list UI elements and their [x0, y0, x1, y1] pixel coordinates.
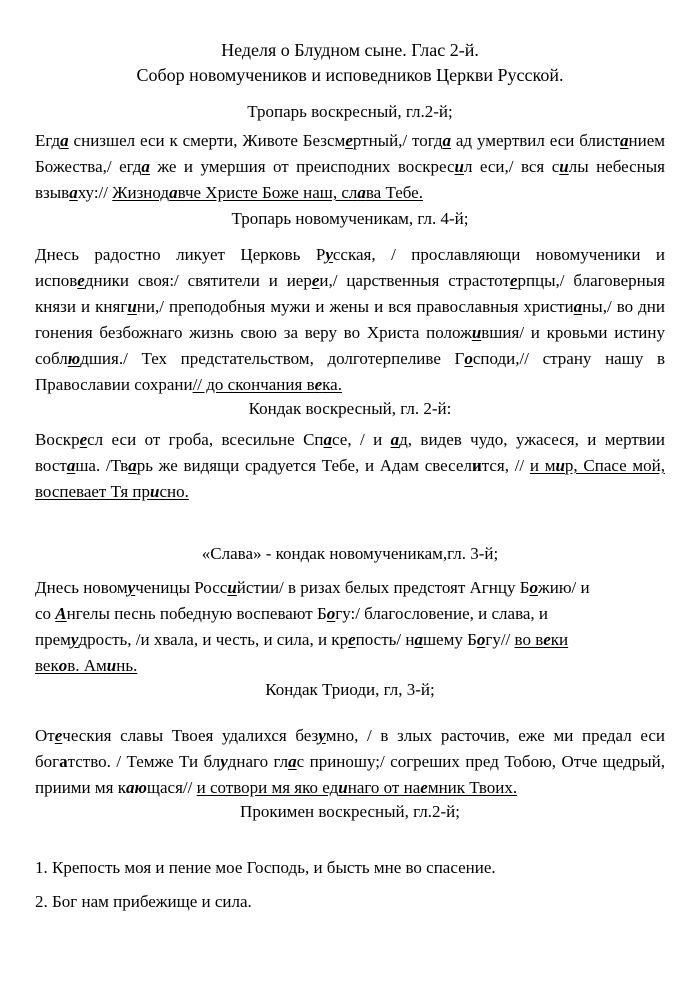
text-segment: у: [70, 630, 79, 649]
text-segment: Днесь новом: [35, 578, 128, 597]
text-segment: о: [58, 656, 68, 675]
heading-prokeimenon: Прокимен воскресный, гл.2-й;: [240, 802, 460, 821]
text-segment: и: [471, 323, 482, 342]
text-segment: и: [555, 456, 565, 475]
text-segment: а: [390, 430, 400, 449]
text-segment: у: [318, 726, 326, 745]
text-segment: ю: [67, 349, 81, 368]
text-segment: прем: [35, 630, 71, 649]
text-segment: Воскр: [35, 430, 80, 449]
text-segment: ад умертвил еси блист: [451, 131, 621, 150]
text-segment: и сотвори мя яко ед: [196, 778, 339, 797]
text-segment: ческия славы Твоея удалихся без: [62, 726, 319, 745]
text-segment: а: [69, 183, 78, 202]
text-segment: а: [323, 430, 333, 449]
text-segment: е: [77, 271, 85, 290]
text-segment: же и умершия от преисподних воскрес: [149, 157, 455, 176]
heading-kontakion-resurrection: Кондак воскресный, гл. 2-й:: [248, 399, 452, 418]
text-segment: а: [169, 183, 178, 202]
text-segment: споди,// страну нашу в Православии сохрани: [35, 349, 665, 394]
text-segment: у: [220, 752, 228, 771]
text-segment: // до скончания в: [192, 375, 315, 394]
paragraph-kontakion-resurrection: [35, 427, 665, 505]
text-segment: От: [35, 726, 55, 745]
text-segment: Жизнод: [112, 183, 170, 202]
text-segment: рпцы,/ благоверныя князи и княг: [35, 271, 665, 316]
document-title-block: [35, 38, 665, 88]
text-segment: у: [325, 245, 333, 264]
text-segment: е: [79, 430, 88, 449]
text-segment: а: [128, 456, 137, 475]
text-segment: ки: [550, 630, 569, 649]
text-segment: вшия/ и кровьми истину собл: [35, 323, 665, 368]
text-segment: ртный,/ тогд: [352, 131, 443, 150]
text-segment: с приношу;/ согреших пред Тобою, Отче щедрый, приими мя к: [35, 752, 666, 797]
text-segment: нгелы песнь победную воспевают Б: [66, 604, 327, 623]
text-segment: тся, //: [481, 456, 530, 475]
text-segment: ны,/ во дни гонения безбожнаго жизнь свою за веру во Христа полож: [35, 297, 665, 342]
text-segment: сл еси от гроба, всесильне Сп: [87, 430, 324, 449]
text-segment: а: [620, 131, 629, 150]
text-segment: сская, / прославляющи новомученики и испов: [35, 245, 665, 290]
text-segment: в. Ам: [67, 656, 107, 675]
text-segment: и: [471, 456, 482, 475]
text-segment: и: [338, 778, 348, 797]
paragraph-troparion-new-martyrs: [35, 242, 665, 398]
text-segment: е: [509, 271, 518, 290]
text-segment: е: [345, 131, 353, 150]
text-segment: лы небесныя взыв: [35, 157, 666, 202]
text-segment: а: [60, 131, 69, 150]
title-line-feast: Неделя о Блудном сыне. Глас 2-й.: [221, 40, 479, 60]
text-segment: аю: [126, 778, 147, 797]
text-segment: гу//: [485, 630, 515, 649]
text-segment: нием Божества,/ егд: [35, 131, 666, 176]
text-segment: и: [454, 157, 464, 176]
text-segment: л еси,/ вся с: [463, 157, 560, 176]
text-segment: йстии/ в ризах белых предстоят Агнцу Б: [236, 578, 530, 597]
text-segment: е: [348, 630, 356, 649]
prokeimenon-verse-1: 1. Крепость моя и пение мое Господь, и бысть мне во спасение.: [35, 858, 496, 877]
text-segment: и: [150, 482, 160, 501]
text-segment: со: [35, 604, 56, 623]
text-segment: и: [227, 578, 237, 597]
text-segment: во в: [514, 630, 544, 649]
text-segment: Егд: [35, 131, 61, 150]
text-segment: е: [420, 778, 428, 797]
text-segment: а: [141, 157, 150, 176]
text-segment: е: [543, 630, 551, 649]
text-segment: а: [357, 183, 366, 202]
heading-slava-kontakion-new-martyrs: «Слава» - кондак новомученикам,гл. 3-й;: [201, 544, 499, 563]
text-segment: ху://: [77, 183, 113, 202]
text-segment: вче Христе Боже наш, сл: [177, 183, 358, 202]
text-segment: о: [464, 349, 473, 368]
paragraph-kontakion-triodion: [35, 723, 665, 801]
text-segment: дрость, /и хвала, и честь, и сила, и кр: [78, 630, 349, 649]
text-segment: и: [106, 656, 117, 675]
text-segment: о: [476, 630, 486, 649]
text-segment: и: [127, 297, 137, 316]
text-segment: е: [314, 375, 323, 394]
text-segment: ченицы Росс: [135, 578, 228, 597]
text-segment: рь же видящи срадуется Тебе, и Адам свесел: [136, 456, 472, 475]
heading-troparion-new-martyrs: Тропарь новомученикам, гл. 4-й;: [231, 209, 469, 228]
text-segment: а: [288, 752, 297, 771]
text-segment: и: [559, 157, 569, 176]
text-segment: д, видев чудо, ужасеся, и мертвии вост: [35, 430, 666, 475]
text-segment: снизшел еси к смерти, Животе Безсм: [68, 131, 346, 150]
text-segment: о: [326, 604, 336, 623]
text-segment: наго от на: [347, 778, 421, 797]
text-segment: а: [442, 131, 452, 150]
text-segment: жию/ и: [537, 578, 590, 597]
text-segment: а: [414, 630, 423, 649]
text-segment: ва Тебе.: [365, 183, 423, 202]
text-segment: сно.: [159, 482, 189, 501]
text-segment: се, / и: [332, 430, 391, 449]
text-segment: о: [529, 578, 538, 597]
text-segment: дники своя:/ святители и иер: [84, 271, 312, 290]
text-segment: век: [35, 656, 59, 675]
paragraph-kontakion-new-martyrs: [35, 575, 665, 679]
text-segment: щася//: [146, 778, 197, 797]
text-segment: ни,/ преподобныя мужи и жены и вся православныя христи: [136, 297, 574, 316]
text-segment: а: [59, 752, 68, 771]
text-segment: тство. / Темже Ти бл: [67, 752, 221, 771]
text-segment: шему Б: [422, 630, 477, 649]
text-segment: ша. /Тв: [75, 456, 129, 475]
text-segment: у: [127, 578, 136, 597]
text-segment: р, Спасе мой, воспевает Тя пр: [35, 456, 665, 501]
text-segment: пость/ н: [355, 630, 415, 649]
text-segment: а: [66, 456, 76, 475]
text-segment: нь.: [116, 656, 138, 675]
prokeimenon-verse-2: 2. Бог нам прибежище и сила.: [35, 892, 252, 911]
text-segment: днаго гл: [227, 752, 289, 771]
text-segment: дшия./ Тех предстательством, долготерпеливе Г: [80, 349, 465, 368]
text-segment: гу:/ благословение, и слава, и: [335, 604, 549, 623]
text-segment: мно, / в злых расточив, еже ми предал еси бог: [35, 726, 665, 771]
text-segment: мник Твоих.: [427, 778, 518, 797]
text-segment: и м: [529, 456, 556, 475]
text-segment: а: [573, 297, 583, 316]
text-segment: ка.: [322, 375, 342, 394]
text-segment: е: [311, 271, 320, 290]
text-segment: и,/ царственныя страстот: [319, 271, 510, 290]
paragraph-troparion-resurrection: [35, 128, 665, 206]
heading-troparion-resurrection: Тропарь воскресный, гл.2-й;: [247, 102, 453, 121]
heading-kontakion-triodion: Кондак Триоди, гл, 3-й;: [265, 680, 435, 699]
title-line-synaxis: Собор новомучеников и исповедников Церкви Русской.: [136, 65, 564, 85]
text-segment: е: [54, 726, 63, 745]
text-segment: А: [55, 604, 67, 623]
text-segment: Днесь радостно ликует Церковь Р: [35, 245, 326, 264]
